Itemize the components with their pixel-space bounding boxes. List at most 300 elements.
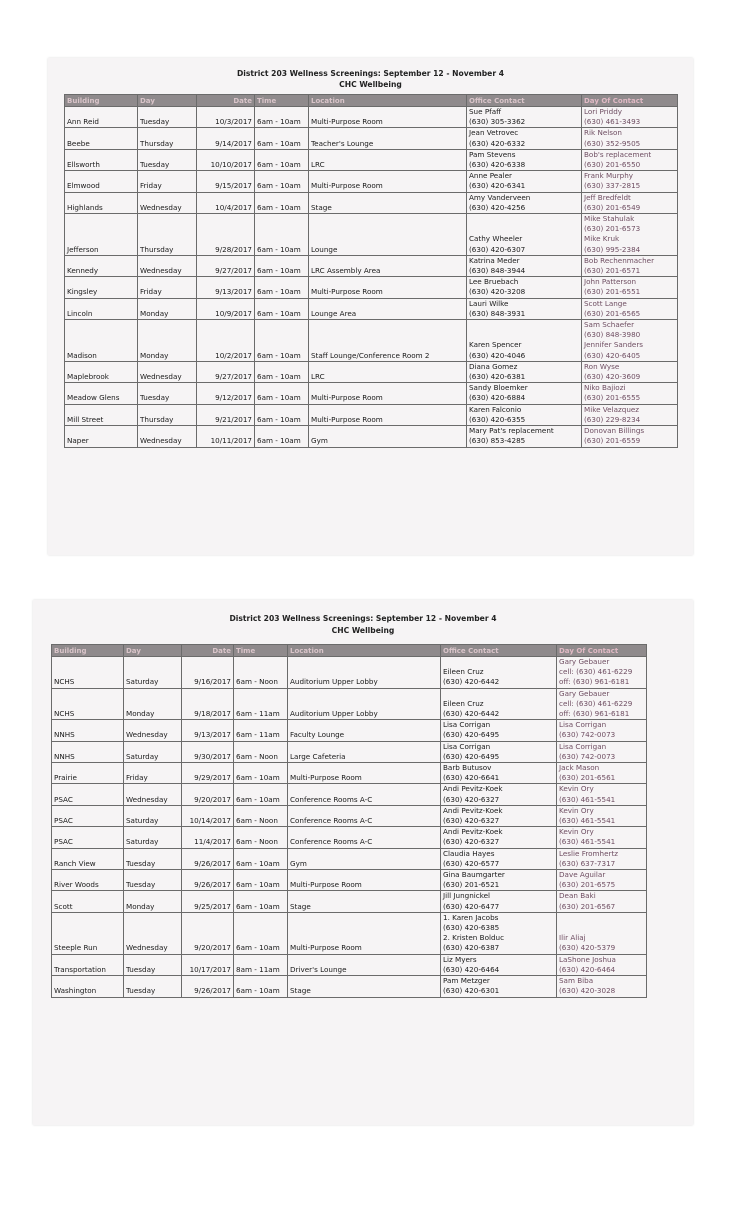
page-title: District 203 Wellness Screenings: September 12 - November 4: [236, 69, 505, 78]
location-cell: Conference Rooms A-C: [288, 784, 441, 805]
table-row: [52, 741, 647, 762]
contact-line: (630) 420-6495: [443, 751, 500, 761]
contact-line: (630) 420-6338: [469, 160, 526, 170]
contact-line: (630) 420-6307: [469, 244, 526, 254]
contact-line: (630) 420-6327: [443, 794, 500, 804]
contact-line: (630) 201-6551: [584, 287, 641, 297]
contact-line: Andi Pevitz-Koek: [443, 827, 503, 837]
contact-line: Jennifer Sanders: [584, 340, 644, 350]
contact-line: Lee Bruebach: [469, 277, 519, 287]
contact-line: Ilir Aliaj: [559, 933, 586, 943]
location-cell: Staff Lounge/Conference Room 2: [309, 320, 467, 362]
column-header-date: Date: [182, 645, 234, 657]
contact-line: (630) 420-6355: [469, 414, 526, 424]
date-cell: 9/16/2017: [182, 657, 234, 689]
contact-line: (630) 420-6464: [559, 964, 616, 974]
day-of-contact-cell: [582, 128, 678, 149]
building-cell: NCHS: [52, 657, 124, 689]
location-cell: Multi-Purpose Room: [288, 870, 441, 891]
contact-line: (630) 420-6442: [443, 677, 500, 687]
building-cell: Ann Reid: [65, 107, 138, 128]
day-of-contact-cell: [557, 741, 647, 762]
header-row: [52, 645, 647, 657]
contact-line: Pam Metzger: [443, 976, 490, 986]
table-row: [52, 763, 647, 784]
contact-line: Katrina Meder: [469, 255, 520, 265]
date-cell: 10/11/2017: [197, 426, 255, 447]
building-cell: Scott: [52, 891, 124, 912]
contact-line: Donovan Billings: [584, 426, 645, 436]
contact-line: Gina Baumgarter: [443, 870, 505, 880]
table-row: [65, 128, 678, 149]
day-cell: Wednesday: [124, 784, 182, 805]
location-cell: Multi-Purpose Room: [309, 404, 467, 425]
day-of-contact-cell: [557, 954, 647, 975]
location-cell: Stage: [288, 891, 441, 912]
contact-line: (630) 848-3931: [469, 308, 526, 318]
contact-line: Rik Nelson: [584, 128, 622, 138]
day-of-contact-cell: [582, 320, 678, 362]
day-cell: Thursday: [138, 404, 197, 425]
office-contact-cell: [441, 657, 557, 689]
office-contact-cell: [467, 171, 582, 192]
location-cell: Teacher's Lounge: [309, 128, 467, 149]
day-of-contact-cell: [582, 404, 678, 425]
building-cell: NNHS: [52, 720, 124, 741]
contact-line: (630) 201-6561: [559, 773, 616, 783]
contact-line: Dave Aguilar: [559, 870, 606, 880]
time-cell: 6am - 10am: [234, 784, 288, 805]
contact-line: (630) 337-2815: [584, 181, 641, 191]
time-cell: 6am - Noon: [234, 741, 288, 762]
table-row: [52, 976, 647, 997]
date-cell: 9/26/2017: [182, 870, 234, 891]
day-cell: Wednesday: [124, 720, 182, 741]
office-contact-cell: [467, 192, 582, 213]
time-cell: 6am - Noon: [234, 827, 288, 848]
building-cell: Madison: [65, 320, 138, 362]
location-cell: Multi-Purpose Room: [309, 383, 467, 404]
table-row: [52, 848, 647, 869]
location-cell: Lounge: [309, 214, 467, 256]
day-of-contact-cell: [582, 171, 678, 192]
day-cell: Thursday: [138, 128, 197, 149]
table-row: [65, 298, 678, 319]
day-cell: Monday: [124, 891, 182, 912]
contact-line: Bob's replacement: [584, 149, 652, 159]
day-of-contact-cell: [582, 426, 678, 447]
day-of-contact-cell: [557, 784, 647, 805]
contact-line: (630) 420-5379: [559, 943, 616, 953]
day-of-contact-cell: [582, 383, 678, 404]
day-cell: Friday: [138, 277, 197, 298]
contact-line: (630) 461-5541: [559, 794, 616, 804]
building-cell: Mill Street: [65, 404, 138, 425]
day-cell: Wednesday: [138, 192, 197, 213]
table-row: [52, 805, 647, 826]
contact-line: (630) 461-5541: [559, 837, 616, 847]
date-cell: 10/9/2017: [197, 298, 255, 319]
office-contact-cell: [441, 720, 557, 741]
day-cell: Wednesday: [138, 255, 197, 276]
contact-line: (630) 201-6550: [584, 160, 641, 170]
date-cell: 9/30/2017: [182, 741, 234, 762]
day-cell: Saturday: [124, 657, 182, 689]
day-of-contact-cell: [557, 912, 647, 954]
day-cell: Thursday: [138, 214, 197, 256]
location-cell: Conference Rooms A-C: [288, 805, 441, 826]
time-cell: 6am - 10am: [255, 404, 309, 425]
contact-line: Pam Stevens: [469, 149, 516, 159]
contact-line: John Patterson: [584, 277, 637, 287]
time-cell: 6am - 10am: [234, 912, 288, 954]
contact-line: Amy Vanderveen: [469, 192, 531, 202]
table-row: [65, 149, 678, 170]
column-header-day-of-contact: Day Of Contact: [557, 645, 647, 657]
day-of-contact-cell: [557, 720, 647, 741]
date-cell: 9/20/2017: [182, 912, 234, 954]
day-cell: Tuesday: [138, 383, 197, 404]
contact-line: Lauri Wilke: [469, 298, 509, 308]
day-of-contact-cell: [582, 149, 678, 170]
building-cell: Highlands: [65, 192, 138, 213]
contact-line: (630) 420-6442: [443, 709, 500, 719]
date-cell: 10/2/2017: [197, 320, 255, 362]
column-header-location: Location: [288, 645, 441, 657]
contact-line: (630) 420-6341: [469, 181, 526, 191]
contact-line: (630) 461-3493: [584, 117, 641, 127]
page-subtitle: CHC Wellbeing: [331, 626, 395, 635]
contact-line: Mike Kruk: [584, 234, 620, 244]
contact-line: Kevin Ory: [559, 827, 594, 837]
contact-line: Gary Gebauer: [559, 657, 610, 666]
building-cell: Maplebrook: [65, 361, 138, 382]
office-contact-cell: [467, 320, 582, 362]
location-cell: LRC Assembly Area: [309, 255, 467, 276]
contact-line: off: (630) 961-6181: [559, 709, 630, 719]
table-row: [52, 784, 647, 805]
column-header-location: Location: [309, 95, 467, 107]
date-cell: 9/15/2017: [197, 171, 255, 192]
date-cell: 9/13/2017: [182, 720, 234, 741]
building-cell: Lincoln: [65, 298, 138, 319]
day-of-contact-cell: [557, 657, 647, 689]
location-cell: Multi-Purpose Room: [309, 107, 467, 128]
time-cell: 6am - 10am: [255, 361, 309, 382]
contact-line: Leslie Fromhertz: [559, 848, 619, 858]
building-cell: Ellsworth: [65, 149, 138, 170]
contact-line: cell: (630) 461-6229: [559, 698, 633, 708]
column-header-building: Building: [65, 95, 138, 107]
date-cell: 11/4/2017: [182, 827, 234, 848]
contact-line: Dean Baki: [559, 891, 596, 901]
contact-line: Karen Spencer: [469, 340, 522, 350]
contact-line: (630) 853-4285: [469, 436, 526, 446]
contact-line: Karen Falconio: [469, 404, 522, 414]
table-row: [52, 657, 647, 689]
contact-line: Lisa Corrigan: [443, 720, 491, 730]
date-cell: 9/12/2017: [197, 383, 255, 404]
office-contact-cell: [467, 128, 582, 149]
building-cell: Prairie: [52, 763, 124, 784]
contact-line: Kevin Ory: [559, 784, 594, 794]
table-row: [65, 171, 678, 192]
building-cell: NCHS: [52, 688, 124, 720]
column-header-time: Time: [255, 95, 309, 107]
day-cell: Wednesday: [124, 912, 182, 954]
schedule-table: [51, 644, 647, 998]
contact-line: Jeff Bredfeldt: [584, 192, 631, 202]
contact-line: 1. Karen Jacobs: [443, 912, 499, 922]
day-cell: Saturday: [124, 827, 182, 848]
table-row: [65, 255, 678, 276]
contact-line: Diana Gomez: [469, 361, 518, 371]
time-cell: 6am - 10am: [255, 107, 309, 128]
contact-line: (630) 420-6301: [443, 986, 500, 996]
contact-line: (630) 201-6567: [559, 901, 616, 911]
building-cell: Kennedy: [65, 255, 138, 276]
contact-line: (630) 201-6573: [584, 224, 641, 234]
schedule-page-2: [33, 600, 693, 1125]
contact-line: Mike Velazquez: [584, 404, 640, 414]
contact-line: 2. Kristen Bolduc: [443, 933, 505, 943]
contact-line: (630) 742-0073: [559, 751, 616, 761]
contact-line: (630) 201-6521: [443, 880, 500, 890]
contact-line: (630) 461-5541: [559, 816, 616, 826]
column-header-day: Day: [138, 95, 197, 107]
contact-line: Eileen Cruz: [443, 698, 484, 708]
time-cell: 6am - 10am: [255, 277, 309, 298]
contact-line: Mike Stahulak: [584, 214, 635, 224]
date-cell: 9/14/2017: [197, 128, 255, 149]
contact-line: (630) 420-6327: [443, 816, 500, 826]
day-of-contact-cell: [582, 192, 678, 213]
office-contact-cell: [441, 870, 557, 891]
contact-line: (630) 420-6477: [443, 901, 500, 911]
day-of-contact-cell: [582, 214, 678, 256]
day-cell: Tuesday: [124, 954, 182, 975]
building-cell: Steeple Run: [52, 912, 124, 954]
location-cell: Gym: [309, 426, 467, 447]
office-contact-cell: [467, 404, 582, 425]
time-cell: 6am - 11am: [234, 720, 288, 741]
table-row: [52, 720, 647, 741]
contact-line: (630) 305-3362: [469, 117, 526, 127]
office-contact-cell: [467, 277, 582, 298]
office-contact-cell: [467, 298, 582, 319]
location-cell: Faculty Lounge: [288, 720, 441, 741]
time-cell: 6am - Noon: [234, 805, 288, 826]
contact-line: (630) 420-3609: [584, 372, 641, 382]
date-cell: 9/27/2017: [197, 361, 255, 382]
contact-line: (630) 420-6332: [469, 138, 526, 148]
contact-line: Cathy Wheeler: [469, 234, 523, 244]
day-of-contact-cell: [582, 361, 678, 382]
office-contact-cell: [441, 741, 557, 762]
location-cell: Multi-Purpose Room: [309, 277, 467, 298]
contact-line: (630) 848-3980: [584, 330, 641, 340]
contact-line: (630) 420-6387: [443, 943, 500, 953]
day-of-contact-cell: [557, 827, 647, 848]
day-cell: Wednesday: [138, 426, 197, 447]
contact-line: Liz Myers: [443, 954, 477, 964]
contact-line: (630) 848-3944: [469, 266, 526, 276]
office-contact-cell: [441, 848, 557, 869]
time-cell: 6am - 10am: [255, 426, 309, 447]
location-cell: Driver's Lounge: [288, 954, 441, 975]
building-cell: Washington: [52, 976, 124, 997]
time-cell: 6am - 10am: [255, 149, 309, 170]
contact-line: cell: (630) 461-6229: [559, 667, 633, 677]
date-cell: 10/4/2017: [197, 192, 255, 213]
date-cell: 9/26/2017: [182, 848, 234, 869]
location-cell: Auditorium Upper Lobby: [288, 688, 441, 720]
contact-line: Eileen Cruz: [443, 667, 484, 677]
day-cell: Friday: [124, 763, 182, 784]
time-cell: 6am - 10am: [255, 255, 309, 276]
date-cell: 9/13/2017: [197, 277, 255, 298]
contact-line: (630) 995-2384: [584, 244, 641, 254]
office-contact-cell: [441, 891, 557, 912]
date-cell: 9/27/2017: [197, 255, 255, 276]
office-contact-cell: [441, 688, 557, 720]
day-cell: Tuesday: [124, 870, 182, 891]
table-row: [65, 320, 678, 362]
location-cell: LRC: [309, 361, 467, 382]
table-row: [52, 688, 647, 720]
contact-line: (630) 742-0073: [559, 730, 616, 740]
column-header-office-contact: Office Contact: [467, 95, 582, 107]
time-cell: 6am - 10am: [255, 128, 309, 149]
day-cell: Tuesday: [124, 976, 182, 997]
contact-line: (630) 420-6385: [443, 923, 500, 933]
time-cell: 8am - 11am: [234, 954, 288, 975]
schedule-table: [64, 94, 678, 448]
time-cell: 6am - 10am: [234, 848, 288, 869]
table-row: [65, 383, 678, 404]
table-row: [52, 827, 647, 848]
contact-line: Anne Pealer: [469, 171, 513, 181]
location-cell: Lounge Area: [309, 298, 467, 319]
contact-line: (630) 420-6577: [443, 858, 500, 868]
day-of-contact-cell: [582, 107, 678, 128]
table-row: [65, 404, 678, 425]
time-cell: 6am - 10am: [255, 383, 309, 404]
contact-line: Niko Bajiozi: [584, 383, 626, 393]
time-cell: 6am - 10am: [255, 192, 309, 213]
building-cell: Kingsley: [65, 277, 138, 298]
day-cell: Monday: [138, 298, 197, 319]
day-cell: Tuesday: [138, 149, 197, 170]
contact-line: Lori Priddy: [584, 107, 623, 116]
contact-line: Lisa Corrigan: [559, 720, 607, 730]
column-header-day: Day: [124, 645, 182, 657]
day-cell: Saturday: [124, 741, 182, 762]
location-cell: Stage: [288, 976, 441, 997]
contact-line: Claudia Hayes: [443, 848, 495, 858]
day-of-contact-cell: [582, 298, 678, 319]
building-cell: NNHS: [52, 741, 124, 762]
contact-line: (630) 420-6641: [443, 773, 500, 783]
contact-line: off: (630) 961-6181: [559, 677, 630, 687]
office-contact-cell: [441, 976, 557, 997]
schedule-page-1: [48, 58, 693, 555]
contact-line: (630) 637-7317: [559, 858, 616, 868]
contact-line: (630) 201-6565: [584, 308, 641, 318]
contact-line: Kevin Ory: [559, 805, 594, 815]
day-of-contact-cell: [557, 805, 647, 826]
contact-line: Scott Lange: [584, 298, 627, 308]
office-contact-cell: [467, 383, 582, 404]
day-cell: Saturday: [124, 805, 182, 826]
contact-line: (630) 201-6559: [584, 436, 641, 446]
contact-line: Lisa Corrigan: [559, 741, 607, 751]
contact-line: (630) 420-3208: [469, 287, 526, 297]
day-cell: Monday: [138, 320, 197, 362]
column-header-building: Building: [52, 645, 124, 657]
contact-line: (630) 420-6327: [443, 837, 500, 847]
time-cell: 6am - 10am: [255, 171, 309, 192]
day-of-contact-cell: [557, 891, 647, 912]
day-cell: Friday: [138, 171, 197, 192]
contact-line: Barb Butusov: [443, 763, 492, 773]
date-cell: 9/21/2017: [197, 404, 255, 425]
office-contact-cell: [441, 912, 557, 954]
office-contact-cell: [467, 255, 582, 276]
contact-line: (630) 420-6464: [443, 964, 500, 974]
time-cell: 6am - 10am: [234, 870, 288, 891]
day-of-contact-cell: [582, 277, 678, 298]
table-row: [65, 107, 678, 128]
time-cell: 6am - Noon: [234, 657, 288, 689]
office-contact-cell: [467, 149, 582, 170]
contact-line: Gary Gebauer: [559, 688, 610, 698]
day-cell: Tuesday: [138, 107, 197, 128]
contact-line: Jack Mason: [559, 763, 600, 773]
location-cell: Multi-Purpose Room: [309, 171, 467, 192]
contact-line: (630) 420-6495: [443, 730, 500, 740]
date-cell: 10/17/2017: [182, 954, 234, 975]
time-cell: 6am - 10am: [234, 976, 288, 997]
table-row: [65, 214, 678, 256]
table-row: [52, 870, 647, 891]
day-of-contact-cell: [582, 255, 678, 276]
location-cell: Multi-Purpose Room: [288, 912, 441, 954]
table-row: [65, 361, 678, 382]
time-cell: 6am - 10am: [255, 214, 309, 256]
table-row: [52, 891, 647, 912]
date-cell: 9/20/2017: [182, 784, 234, 805]
contact-line: Andi Pevitz-Koek: [443, 805, 503, 815]
contact-line: (630) 229-8234: [584, 414, 641, 424]
building-cell: Elmwood: [65, 171, 138, 192]
location-cell: Auditorium Upper Lobby: [288, 657, 441, 689]
page-title: District 203 Wellness Screenings: September 12 - November 4: [229, 614, 497, 623]
contact-line: Frank Murphy: [584, 171, 634, 181]
time-cell: 6am - 10am: [255, 298, 309, 319]
date-cell: 9/18/2017: [182, 688, 234, 720]
building-cell: Naper: [65, 426, 138, 447]
office-contact-cell: [441, 805, 557, 826]
table-row: [65, 277, 678, 298]
contact-line: Ron Wyse: [584, 361, 620, 371]
office-contact-cell: [467, 426, 582, 447]
contact-line: Sam Biba: [559, 976, 594, 986]
office-contact-cell: [441, 784, 557, 805]
date-cell: 10/3/2017: [197, 107, 255, 128]
building-cell: Beebe: [65, 128, 138, 149]
contact-line: (630) 201-6571: [584, 266, 641, 276]
